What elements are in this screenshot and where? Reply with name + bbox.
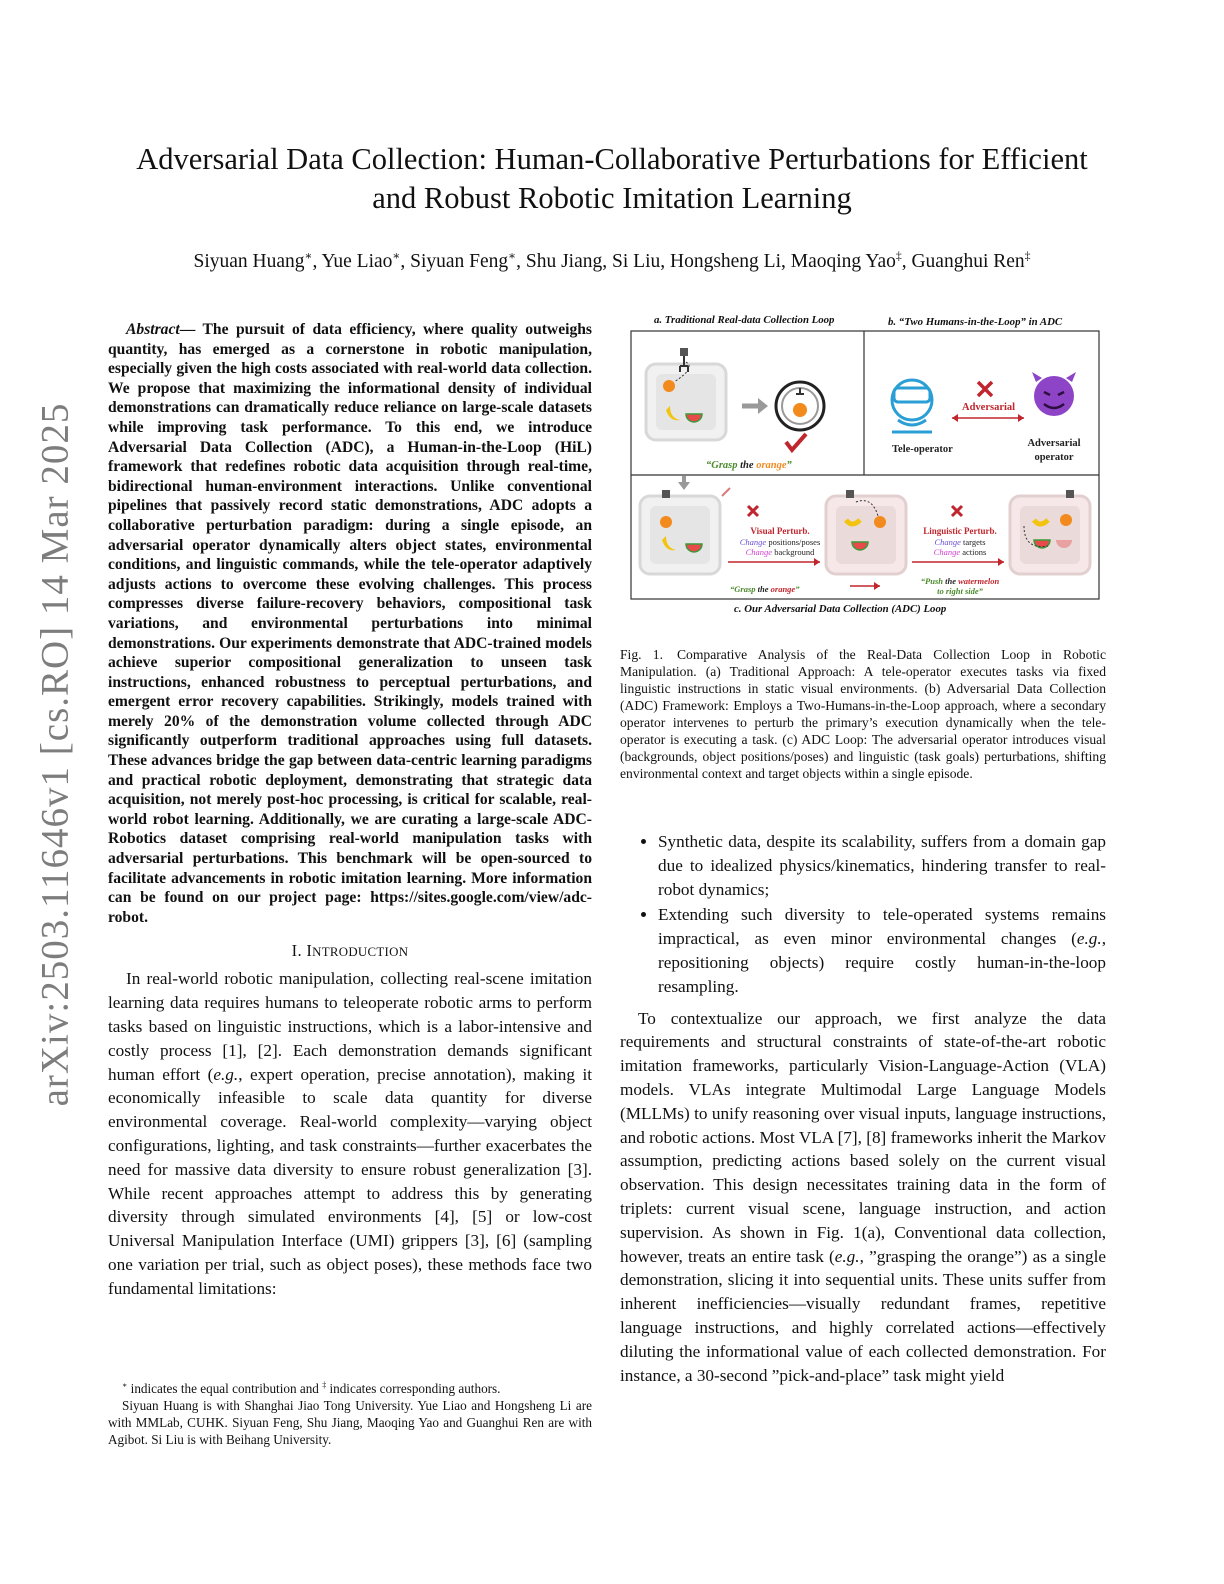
author-list: Siyuan Huang∗, Yue Liao∗, Siyuan Feng∗, Shu Jiang, Si Liu, Hongsheng Li, Maoqing Yao‡, Guanghui Ren‡ xyxy=(193,249,1031,272)
abstract-dash: — xyxy=(179,321,196,338)
visual-perturb-line-2: Change background xyxy=(745,547,815,557)
linguistic-perturb-line-2: Change actions xyxy=(933,547,987,557)
footnote-line-1: ∗ indicates the equal contribution and ‡ indicates corresponding authors. xyxy=(122,1380,501,1396)
limitations-list xyxy=(620,830,1106,999)
scene-1-icon xyxy=(640,490,720,574)
panel-a-caption: a. Traditional Real-data Collection Loop xyxy=(654,314,835,326)
adv-operator-label-1: Adversarial xyxy=(1027,438,1081,449)
push-label-line-2: to right side” xyxy=(937,586,983,596)
abstract xyxy=(108,320,592,927)
author-name: Guanghui Ren xyxy=(911,251,1025,272)
push-label-line-1: “Push the watermelon xyxy=(920,576,1000,586)
figure-caption: Fig. 1. Comparative Analysis of the Real-Data Collection Loop in Robotic Manipulation. (a) Traditional Approach: A tele-operator executes tasks via fixed linguistic instructions in static visual environments. (b) Adversarial Data Collection (ADC) Framework: Employs a Two-Humans-in-the-Loop approach, where a secondary operator intervenes to perturb the primary’s execution dynamically when the tele-operator is executing a task. (c) ADC Loop: The adversarial operator introduces visual (backgrounds, object positions/poses) and linguistic (task goals) perturbations, shifting environmental context and target objects within a single episode. xyxy=(620,647,1106,781)
intro-paragraph: In real-world robotic manipulation, collecting real-scene imitation learning data requires humans to teleoperate robotic arms to perform tasks based on linguistic instructions, which is a labor-intensive and costly process [1], [2]. Each demonstration demands significant human effort (e.g., expert operation, precise annotation), making it economically infeasible to scale data quantity for diverse environmental coverage. Real-world complexity—varying object configurations, lighting, and task constraints—further exacerbates the need for massive data diversity to ensure robust generalization [3]. While recent approaches attempt to address this by generating diversity through simulated environments [4], [5] or low-cost Universal Manipulation Interface (UMI) grippers [3], [6] (sampling one variation per trial, such as object poses), these methods face two fundamental limitations: xyxy=(108,969,592,1298)
abstract-text: The pursuit of data efficiency, where quality outweighs quantity, has emerged as a cornerstone in robotic manipulation, especially given the high costs associated with real-world data collection. We propose that maximizing the informational density of individual demonstrations can dramatically reduce reliance on large-scale datasets while improving task performance. To this end, we introduce Adversarial Data Collection (ADC), a Human-in-the-Loop (HiL) framework that redefines robotic data acquisition through real-time, bidirectional human-environment interactions. Unlike conventional pipelines that passively record static demonstrations, ADC adopts a collaborative perturbation paradigm: during a single episode, an adversarial operator dynamically alters object states, environmental conditions, and linguistic commands, while the tele-operator adaptively adjusts actions to overcome these evolving challenges. This process compresses diverse failure-recovery behaviors, compositional task variations, and environmental perturbations into minimal demonstrations. Our experiments demonstrate that ADC-trained models achieve superior compositional generalization to unseen task instructions, enhanced robustness to perceptual perturbations, and emergent error recovery capabilities. Strikingly, models trained with merely 20% of the demonstration volume collected through ADC significantly outperform traditional approaches using full datasets. These advances bridge the gap between data-centric learning paradigms and practical robotic deployment, demonstrating that strategic data acquisition, not merely post-hoc processing, is critical for scalable, real-world robot learning. Additionally, we are curating a large-scale ADC-Robotics dataset comprising real-world manipulation tasks with adversarial perturbations. This benchmark will be open-sourced to facilitate advancements in robotic imitation learning. More information can be found on our project page: https://sites.google.com/view/adc-robot. xyxy=(108,321,592,926)
panel-c-caption: c. Our Adversarial Data Collection (ADC) Loop xyxy=(734,603,947,615)
author-name: Maoqing Yao xyxy=(790,251,896,272)
figure-1 xyxy=(620,310,1106,626)
paper-title xyxy=(90,140,1134,218)
title-line-1: Adversarial Data Collection: Human-Collaborative Perturbations for Efficient xyxy=(136,142,1088,176)
scene-2-icon xyxy=(826,490,906,574)
figure-diagram xyxy=(630,330,1100,600)
author-name: Siyuan Feng xyxy=(410,251,509,272)
arxiv-identifier: arXiv:2503.11646v1 [cs.RO] 14 Mar 2025 xyxy=(33,402,77,1107)
author-name: Siyuan Huang xyxy=(193,251,305,272)
tele-operator-label: Tele-operator xyxy=(892,444,953,455)
author-mark: ∗ xyxy=(508,249,517,263)
cross-icon-linguistic xyxy=(952,506,962,516)
target-zoom-icon xyxy=(776,382,824,430)
pencil-icon xyxy=(722,488,730,496)
scene-3-icon xyxy=(1010,490,1090,574)
left-column xyxy=(108,320,592,1301)
visual-perturb-line-1: Change positions/poses xyxy=(739,537,821,547)
grasp-label-c: “Grasp the orange” xyxy=(730,584,800,594)
author-name: Yue Liao xyxy=(321,251,393,272)
list-item: • Synthetic data, despite its scalability, suffers from a domain gap due to idealized physics/kinematics, hindering transfer to real-robot dynamics; xyxy=(658,830,1106,901)
linguistic-perturb-title: Linguistic Perturb. xyxy=(923,526,997,536)
author-mark: ‡ xyxy=(895,249,902,263)
linguistic-perturb-line-1: Change targets xyxy=(934,537,986,547)
panel-b-caption: b. “Two Humans-in-the-Loop” in ADC xyxy=(888,316,1063,328)
checkmark-icon xyxy=(786,434,806,450)
cross-icon-visual xyxy=(748,506,758,516)
visual-perturb-title: Visual Perturb. xyxy=(750,526,810,536)
adversarial-label: Adversarial xyxy=(962,402,1016,413)
author-mark: ‡ xyxy=(1024,249,1031,263)
grasp-label-a: “Grasp the orange” xyxy=(706,460,792,471)
devil-operator-icon xyxy=(1032,372,1076,416)
tele-operator-icon xyxy=(892,380,932,432)
author-name: Shu Jiang xyxy=(525,251,603,272)
section-heading-introduction: I. INTRODUCTION xyxy=(291,941,409,961)
abstract-lead: Abstract xyxy=(126,321,180,338)
cross-icon xyxy=(978,382,992,396)
list-item: • Extending such diversity to tele-operated systems remains impractical, as even minor environmental changes (e.g., repositioning objects) require costly human-in-the-loop resampling. xyxy=(658,903,1106,998)
context-paragraph: To contextualize our approach, we first analyze the data requirements and structural constraints of state-of-the-art robotic imitation frameworks, particularly Vision-Language-Action (VLA) models. VLAs integrate Multimodal Large Language Models (MLLMs) to unify reasoning over visual inputs, language instructions, and robotic actions. Most VLA [7], [8] frameworks inherit the Markov assumption, predicting actions based solely on the current visual observation. This design necessitates training data in the form of triplets: current visual scene, language instruction, and action supervision. As shown in Fig. 1(a), Conventional data collection, however, treats an entire task (e.g., ”grasping the orange”) as a single demonstration, slicing it into sequential units. These units suffer from inherent inefficiencies—visually redundant frames, repetitive language instructions, and highly correlated actions—effectively diluting the informational value of each collected demonstration. For instance, a 30-second ”pick-and-place” task might yield xyxy=(620,1008,1106,1385)
adv-operator-label-2: operator xyxy=(1034,452,1074,463)
right-column xyxy=(620,310,1106,1387)
title-line-2: and Robust Robotic Imitation Learning xyxy=(372,181,852,215)
footnote xyxy=(108,1380,592,1448)
table-scene-icon xyxy=(646,348,726,440)
author-name: Hongsheng Li xyxy=(669,251,782,272)
author-name: Si Liu xyxy=(612,251,661,272)
author-mark: ∗ xyxy=(304,249,313,263)
author-mark: ∗ xyxy=(392,249,401,263)
footnote-line-2: Siyuan Huang is with Shanghai Jiao Tong University. Yue Liao and Hongsheng Li are with MMLab, CUHK. Siyuan Feng, Shu Jiang, Maoqing Yao and Guanghui Ren are with Agibot. Si Liu is with Beihang University. xyxy=(108,1398,592,1447)
